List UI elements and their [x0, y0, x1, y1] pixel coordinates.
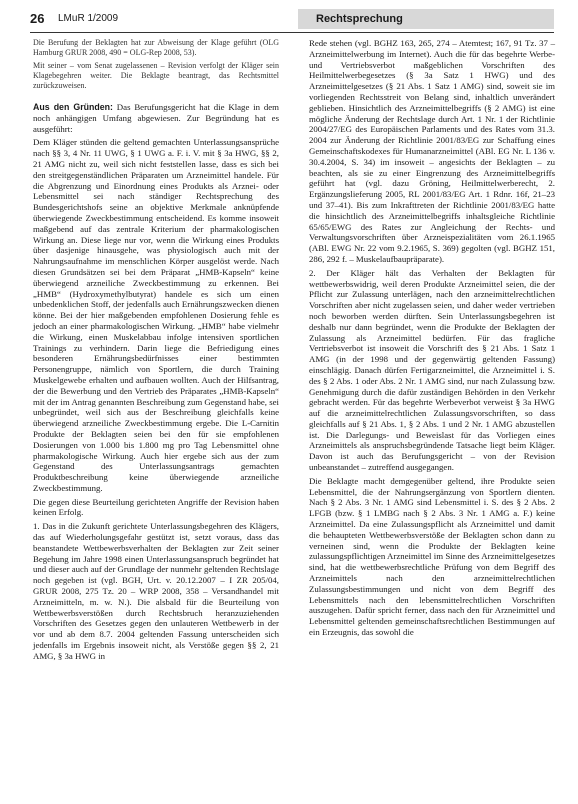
- body-paragraph: 2. Der Kläger hält das Verhalten der Beklagten für wettbewerbswidrig, weil deren Produkte Arzneimittel seien, die der Pflicht zur Zulassung unterlägen, nach den arzneimittelrechtlichen Vorschriften aber nicht zugelassen seien, und daher weder vertrieben noch beworben werden dürften. Sein Unterlassungsbegehren ist deshalb nur dann begründet, wenn die Produkte der Beklagten der Zulassung als Arzneimittel bedürfen. Für das fragliche Vertriebsverbot ist insoweit die Vorschrift des § 21 Abs. 1 Satz 1 AMG (in der 1998 und der gegenwärtig geltenden Fassung) einschlägig. Danach dürfen Fertigarzneimittel, die Arzneimittel i. S. des § 2 Abs. 1 oder Abs. 2 Nr. 1 AMG sind, nur nach Zulassung bzw. Genehmigung durch die dafür zuständigen Behörden in den Verkehr gebracht werden. Für das begehrte Werbeverbot verweist § 3a HWG auf die arzneimittelrechtlichen Zulassungsvorschriften, so dass gleichfalls auf § 21 Abs. 1, § 2 Abs. 1 und 2 Nr. 1 AMG abzustellen ist. Die Darlegungs- und Beweislast für das Vorliegen eines Arzneimittels als anspruchsbegründende Tatsache liegt beim Kläger. Davon ist auch das Berufungsgericht – von der Revision unbeanstandet – zutreffend ausgegangen.: [309, 267, 555, 473]
- journal-name: LMuR 1/2009: [58, 13, 119, 24]
- left-column: [33, 38, 279, 665]
- section-title: Rechtsprechung: [298, 9, 554, 29]
- body-paragraph: 1. Das in die Zukunft gerichtete Unterlassungsbegehren des Klägers, das auf Wiederholungsgefahr gestützt ist, setzt voraus, dass das beanstandete Wettbewerbsverhalten der Beklagten zur Zeit seiner Begehung im Jahre 1998 einen Unterlassungsanspruch begründet hat und dieser auch auf der Grundlage der nunmehr geltenden Rechtslage noch gegeben ist (vgl. BGH, Urt. v. 20.12.2007 – I ZR 205/04, GRUR 2008, 275 Tz. 20 – WRP 2008, 358 – Versandhandel mit Arzneimitteln, m. w. N.). Die alsbald für die Beurteilung von Wettbewerbsverstößen durch Rechtsbruch heranzuziehenden Vorschriften des Gesetzes gegen den unlauteren Wettbewerb in der vor und ab dem 8.7. 2004 geltenden Fassung unterscheiden sich jedenfalls im Ergebnis insoweit nicht, als Verstöße gegen §§ 2, 21 AMG, § 3a HWG in: [33, 521, 279, 661]
- header-rule: [30, 32, 554, 33]
- intro-paragraph-2: Mit seiner – vom Senat zugelassenen – Revision verfolgt der Kläger sein Klagebegehren weiter. Die Beklagte beantragt, das Rechtsmittel zurückzuweisen.: [33, 61, 279, 90]
- reasons-text: Das Berufungsgericht hat die Klage in dem noch anhängigen Umfang abgewiesen. Zur Begründung hat es ausgeführt:: [33, 102, 279, 134]
- body-paragraph: Dem Kläger stünden die geltend gemachten Unterlassungsansprüche nach §§ 3, 4 Nr. 11 UWG, § 1 UWG a. F. i. V. mit § 3a HWG, §§ 2, 21 AMG nicht zu, weil sich nicht feststellen lasse, dass es sich bei den streitgegenständlichen Präparaten um Arzneimittel handele. Für die Abgrenzung und Einordnung eines Produkts als Arznei- oder Lebensmittel sei nach ständiger Rechtsprechung des Bundesgerichtshofs seine an objektive Merkmale anknüpfende überwiegende Zweckbestimmung entscheidend. Es komme insoweit maßgebend auf das zentrale Kriterium der pharmakologischen Wirkung an. Diese liege nur vor, wenn die Wirkung eines Produkts über dasjenige hinausgehe, was physiologisch auch mit der Nahrungsaufnahme im menschlichen Körper ausgelöst werde. Nach diesen Grundsätzen sei bei dem Präparat „HMB-Kapseln“ keine überwiegend arzneiliche Zweckbestimmung zu erkennen. Bei „HMB“ (Hydroxymethylbutyrat) handele es sich um einen unbedenklichen Stoff, der jedenfalls auch Ernährungszwecken dienen könne. Bei der hier maßgebenden empfohlenen Dosierung fehle es jedoch an einer pharmakologischen Wirkung. „HMB“ habe vielmehr die Wirkung, einen Muskelabbau infolge intensiven sportlichen Trainings zu verhindern. Darin liege die Befriedigung eines besonderen Ernährungsbedürfnisses einer bestimmten Personengruppe, nämlich von Sportlern, die durch Training Muskelgewebe erhalten und aufbauen wollten. Auch der Hilfsantrag, der die Bewerbung und den Vertrieb des Präparates „HMB-Kapseln“ mit der im Antrag genannten Beschreibung zum Gegenstand habe, sei unbegründet, weil sich aus der Beschreibung gleichfalls keine überwiegend arzneiliche Zweckbestimmung ergebe. Die L-Carnitin Produkte der Beklagten seien bei den für sie empfohlenen Dosierungen von 1.000 bis 1.800 mg pro Tag Lebensmittel ohne pharmakologische Wirkung. Auch hier ergebe sich aus der zum Gegenstand des Unterlassungsantrags gemachten Produktbeschreibung keine überwiegende arzneiliche Zweckbestimmung.: [33, 137, 279, 493]
- intro-paragraph: Die Berufung der Beklagten hat zur Abweisung der Klage geführt (OLG Hamburg GRUR 2008, 490 = OLG-Rep 2008, 53).: [33, 38, 279, 57]
- spacer: [33, 94, 279, 102]
- body-paragraph: Rede stehen (vgl. BGHZ 163, 265, 274 – Atemtest; 167, 91 Tz. 37 – Arzneimittelwerbung im Internet). Auch die für das begehrte Werbe- und Vertriebsverbot maßgeblichen Vorschriften des Heilmittelwerbegesetzes (§ 3a Satz 1 HWG) und des Arzneimittelgesetzes (§ 21 Abs. 1 Satz 1 AMG) sind, soweit sie im vorliegenden Rechtsstreit von Belang sind, inhaltlich unverändert geblieben. Hinsichtlich des Arzneimittelbegriffs (§ 2 AMG) ist eine mögliche Änderung der Rechtslage durch Art. 1 Nr. 1 der Richtlinie 2004/27/EG des Europäischen Parlaments und des Rates vom 31.3. 2004 zur Änderung der Richtlinie 2001/83/EG zur Schaffung eines Gemeinschaftskodexes für Humanarzneimittel (ABl. EG Nr. L 136 v. 30.4.2004, S. 34) im insoweit – angesichts der Beklagten – zu beachten, als sie zu einer Eingrenzung des Arzneimittelbegriffs geführt hat (vgl. dazu Gröning, Heilmittelwerberecht, 2. Ergänzungslieferung 2005, RL 2001/83/EG Art. 1 Rdnr. 16f, 21–23 und 37–41). Bis zum Inkrafttreten der Richtlinie 2001/83/EG hatte die hinsichtlich des Arzneimittelbegriffs inhaltsgleiche Richtlinie 65/65/EWG des Rates zur Angleichung der Rechts- und Verwaltungsvorschriften über Arzneispezialitäten vom 26.1.1965 (ABl. EWG Nr. 22 vom 9.2.1965, S. 369) gegolten (vgl. BGHZ 151, 286, 292 f. – Muskelaufbaupräparate).: [309, 38, 555, 264]
- page-number: 26: [30, 11, 45, 26]
- body-paragraph: Die Beklagte macht demgegenüber geltend, ihre Produkte seien Lebensmittel, die der Nahrungsergänzung von Sportlern dienten. Nach § 2 Abs. 3 Nr. 1 AMG sind Lebensmittel i. S. des § 2 Abs. 2 LFGB (bzw. § 1 LMBG nach § 2 Abs. 3 Nr. 1 AMG a. F.) keine Arzneimittel. Da eine Zulassungspflicht als Arzneimittel und damit die behaupteten Wettbewerbsverstöße der Beklagten schon dann zu verneinen sind, wenn die Produkte der Beklagten keine zulassungspflichtigen Arzneimittel im Sinne des Arzneimittelgesetzes sind, hat die wettbewerbsrechtliche Prüfung von dem Begriff des Arzneimittels nach den arzneimittelrechtlichen Zulassungsbestimmungen und nicht von dem Begriff des Lebensmittels nach den lebensmittelrechtlichen Vorschriften auszugehen. Dafür spricht ferner, dass nach den für Arzneimittel und Lebensmittel geltenden gemeinschaftsrechtlichen Bestimmungen auf ein Erzeugnis, das sowohl die: [309, 475, 555, 638]
- reasons-paragraph: [33, 102, 279, 134]
- reasons-heading: Aus den Gründen:: [33, 102, 113, 112]
- page-header: [30, 10, 554, 30]
- right-column: [309, 38, 555, 641]
- body-paragraph: Die gegen diese Beurteilung gerichteten Angriffe der Revision haben keinen Erfolg.: [33, 496, 279, 518]
